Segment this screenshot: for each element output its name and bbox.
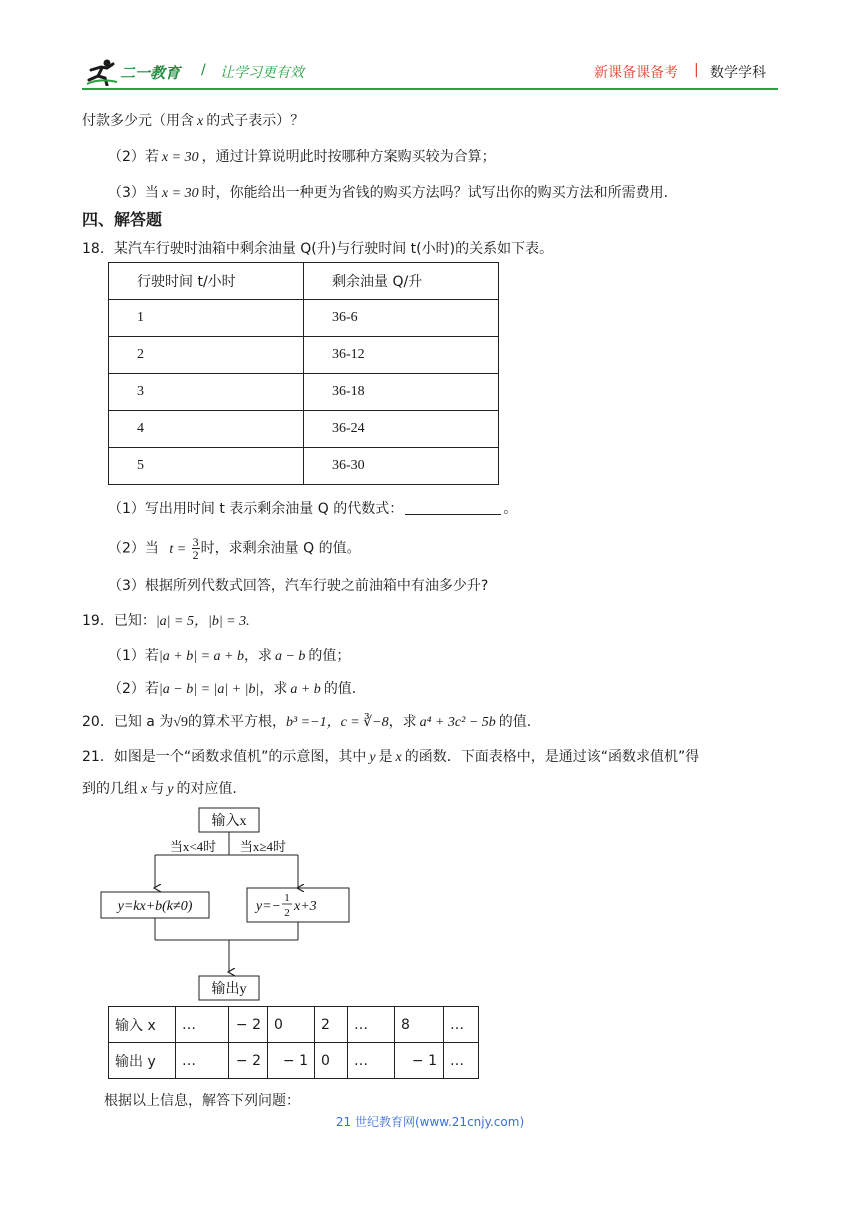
table-cell: 36-18 [304, 374, 499, 411]
left-formula: y=kx+b(k≠0) [117, 899, 193, 914]
table-cell: 36-30 [304, 448, 499, 485]
header-rule [82, 88, 778, 90]
header-subject: 数学学科 [710, 65, 766, 81]
table-cell: 36-24 [304, 411, 499, 448]
table-cell: 8 [395, 1007, 444, 1043]
page-header [0, 0, 860, 100]
table-cell: − 2 [229, 1007, 268, 1043]
table-header-cell: 行驶时间 t/小时 [109, 263, 304, 300]
table-cell: … [348, 1007, 395, 1043]
table-cell: 1 [109, 300, 304, 337]
table-row [109, 374, 499, 411]
q18-part2: （2）当 t = $\frac{3}{2}$ 时，求剩余油量 Q 的值。 [108, 535, 361, 562]
q18-part3: （3）根据所列代数式回答，汽车行驶之前油箱中有油多少升? [108, 578, 489, 594]
table-cell: … [176, 1007, 229, 1043]
page-footer: 21 世纪教育网(www.21cnjy.com) [335, 1115, 525, 1129]
table-cell: 2 [315, 1007, 348, 1043]
table-cell: … [176, 1043, 229, 1079]
table-cell: 36-6 [304, 300, 499, 337]
right-formula-numerator: 1 [284, 892, 290, 904]
table-header-cell: 剩余油量 Q/升 [304, 263, 499, 300]
output-label: 输出y [211, 982, 247, 997]
table-cell: 输入 x [109, 1007, 176, 1043]
q19-part1: （1）若|a + b| = a + b，求 a − b 的值； [108, 648, 351, 664]
fraction: $\frac{3}{2}$ [192, 535, 199, 562]
q17-part2: （2）若 x = 30 ，通过计算说明此时按哪种方案购买较为合算； [108, 149, 496, 165]
input-label: 输入x [211, 814, 247, 829]
answer-blank [405, 514, 501, 515]
table-cell: … [444, 1043, 479, 1079]
table-row [109, 1043, 479, 1079]
q18-table [108, 262, 499, 485]
table-row [109, 263, 499, 300]
table-cell: 输出 y [109, 1043, 176, 1079]
table-cell: 0 [315, 1043, 348, 1079]
q18-part1: （1）写出用时间 t 表示剩余油量 Q 的代数式： 。 [108, 501, 518, 517]
table-cell: 3 [109, 374, 304, 411]
table-cell: 0 [268, 1007, 315, 1043]
q21-closing: 根据以上信息，解答下列问题： [104, 1093, 300, 1109]
q18-stem: 18．某汽车行驶时油箱中剩余油量 Q(升)与行驶时间 t(小时)的关系如下表。 [82, 241, 554, 257]
header-course: 新课备课备考 [594, 65, 678, 81]
q20-stem: 20．已知 a 为√9的算术平方根，b³ =−1，c = ∛−8，求 a⁴ + 3c² − 5b 的值. [82, 714, 532, 730]
header-slash: / [201, 62, 206, 78]
table-row [109, 411, 499, 448]
table-cell: 2 [109, 337, 304, 374]
header-divider: | [694, 62, 699, 78]
q21-line2: 到的几组 x 与 y 的对应值. [82, 781, 237, 797]
q17-part3: （3）当 x = 30 时，你能给出一种更为省钱的购买方法吗？试写出你的购买方法和所需费用. [108, 185, 669, 201]
function-machine-flowchart [95, 800, 365, 1005]
table-row [109, 300, 499, 337]
condition-right: 当x≥4时 [239, 839, 287, 854]
table-row [109, 1007, 479, 1043]
table-cell: … [348, 1043, 395, 1079]
header-slogan: 让学习更有效 [220, 65, 304, 81]
runner-logo-icon [85, 58, 119, 86]
right-formula-suffix: x+3 [294, 899, 317, 914]
table-cell: − 1 [268, 1043, 315, 1079]
q21-io-table [108, 1006, 479, 1079]
table-cell: − 2 [229, 1043, 268, 1079]
table-cell: … [444, 1007, 479, 1043]
right-formula-prefix: y=− [255, 899, 281, 914]
condition-left: 当x<4时 [169, 839, 217, 854]
logo-text: 二一教育 [120, 64, 181, 82]
q19-part2: （2）若|a − b| = |a| + |b|，求 a + b 的值. [108, 681, 357, 697]
q19-stem: 19．已知：|a| = 5，|b| = 3. [82, 613, 250, 629]
q17-tail: 付款多少元（用含 x 的式子表示）？ [82, 113, 305, 129]
right-formula-denominator: 2 [284, 907, 290, 919]
table-cell: 4 [109, 411, 304, 448]
table-row [109, 448, 499, 485]
table-row [109, 337, 499, 374]
table-cell: 36-12 [304, 337, 499, 374]
section-title: 四、解答题 [82, 210, 163, 229]
table-cell: 5 [109, 448, 304, 485]
table-cell: − 1 [395, 1043, 444, 1079]
q21-line1: 21．如图是一个“函数求值机”的示意图，其中 y 是 x 的函数．下面表格中，是通过该“函数求值机”得 [82, 749, 700, 765]
